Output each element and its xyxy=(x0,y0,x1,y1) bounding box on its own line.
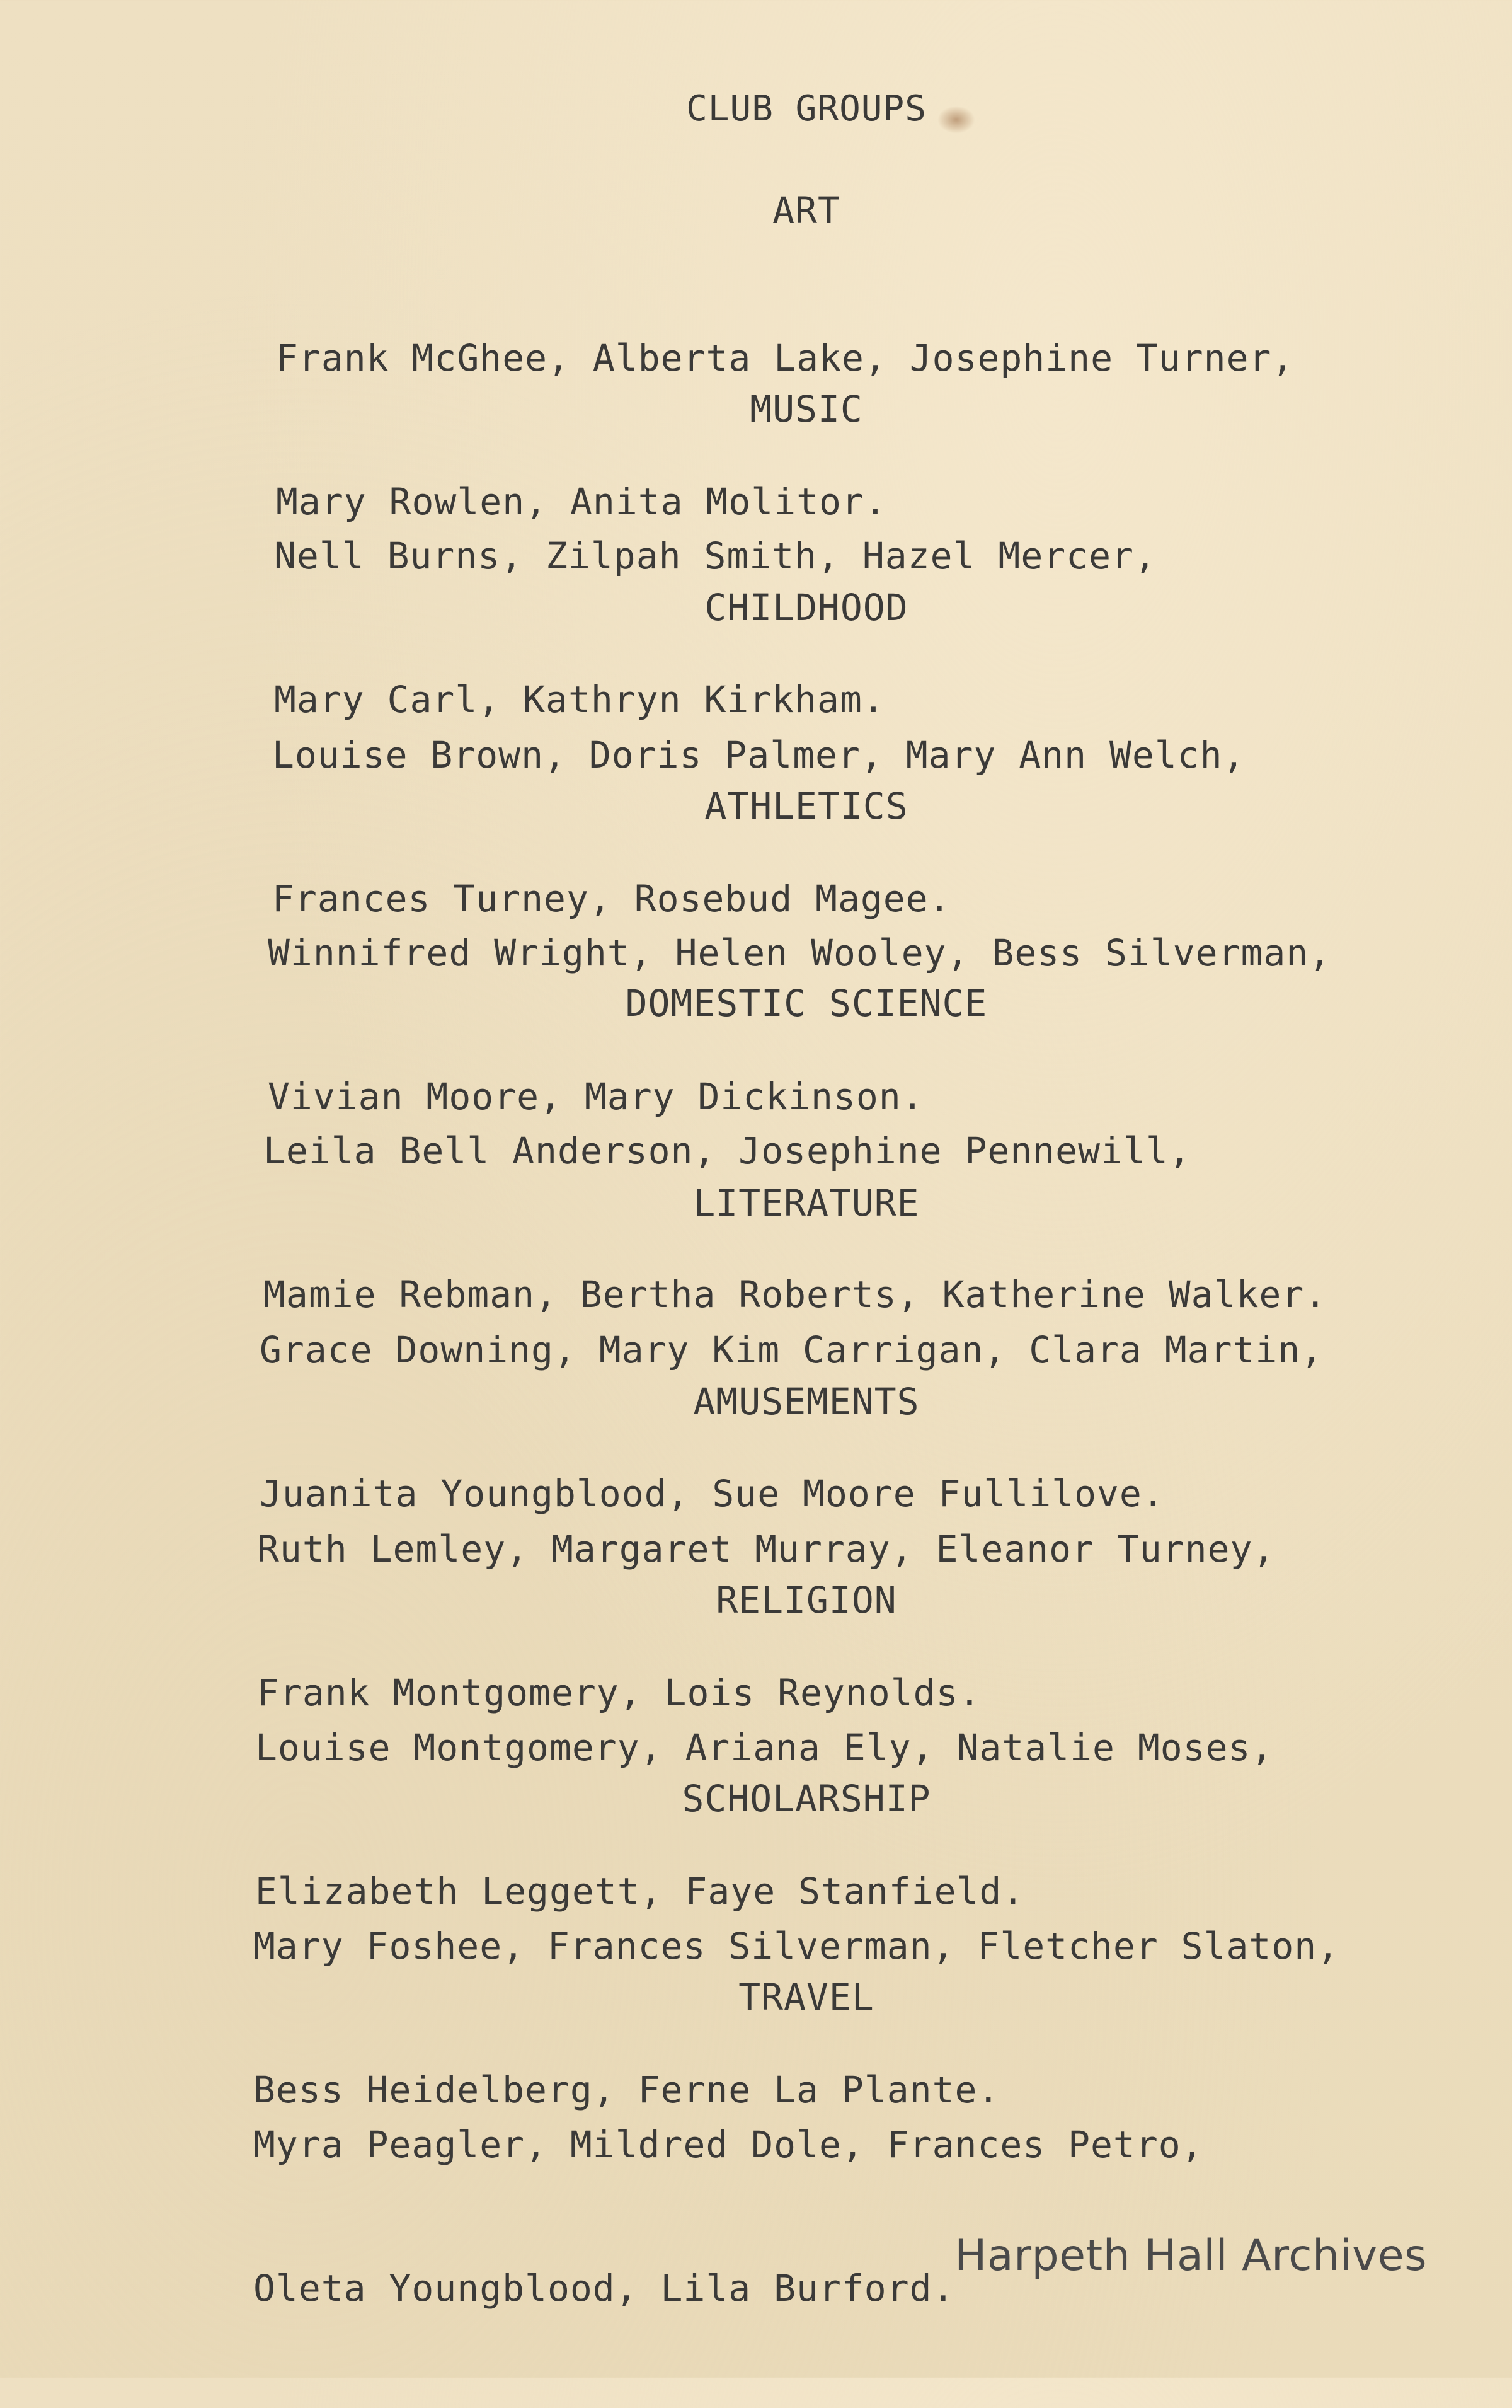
name-line: Oleta Youngblood, Lila Burford. xyxy=(253,2267,955,2310)
name-line: Frances Turney, Rosebud Magee. xyxy=(272,877,951,920)
group-heading-childhood: CHILDHOOD xyxy=(704,586,908,629)
name-line: Grace Downing, Mary Kim Carrigan, Clara Martin, xyxy=(260,1328,1324,1371)
name-line: Mary Rowlen, Anita Molitor. xyxy=(276,480,887,523)
name-line: Winnifred Wright, Helen Wooley, Bess Silverman, xyxy=(268,931,1332,974)
name-line: Mary Carl, Kathryn Kirkham. xyxy=(274,678,885,721)
name-line: Vivian Moore, Mary Dickinson. xyxy=(268,1075,924,1118)
name-line: Nell Burns, Zilpah Smith, Hazel Mercer, xyxy=(274,534,1157,577)
group-heading-literature: LITERATURE xyxy=(693,1182,920,1224)
name-line: Myra Peagler, Mildred Dole, Frances Petro, xyxy=(253,2123,1204,2166)
group-heading-art: ART xyxy=(772,189,840,232)
page-title: CLUB GROUPS xyxy=(686,88,927,129)
name-line: Bess Heidelberg, Ferne La Plante. xyxy=(253,2068,1000,2111)
name-line: Louise Montgomery, Ariana Ely, Natalie Moses, xyxy=(255,1726,1274,1769)
group-heading-domestic-science: DOMESTIC SCIENCE xyxy=(625,982,988,1025)
name-line: Leila Bell Anderson, Josephine Pennewill, xyxy=(263,1129,1191,1172)
group-heading-travel: TRAVEL xyxy=(738,1976,874,2019)
name-line: Mamie Rebman, Bertha Roberts, Katherine Walker. xyxy=(263,1273,1327,1316)
group-heading-scholarship: SCHOLARSHIP xyxy=(682,1777,931,1820)
group-heading-athletics: ATHLETICS xyxy=(704,785,908,827)
name-line: Mary Foshee, Frances Silverman, Fletcher Slaton, xyxy=(253,1925,1340,1967)
name-line: Frank McGhee, Alberta Lake, Josephine Turner, xyxy=(276,337,1295,379)
ink-stain xyxy=(937,106,975,134)
name-line: Ruth Lemley, Margaret Murray, Eleanor Turney, xyxy=(257,1528,1276,1570)
name-line: Juanita Youngblood, Sue Moore Fullilove. xyxy=(260,1472,1165,1515)
group-heading-music: MUSIC xyxy=(750,388,863,430)
group-names-travel xyxy=(253,2025,1204,2408)
archive-watermark: Harpeth Hall Archives xyxy=(954,2231,1427,2281)
group-heading-amusements: AMUSEMENTS xyxy=(693,1380,920,1423)
group-heading-religion: RELIGION xyxy=(716,1579,897,1622)
name-line: Louise Brown, Doris Palmer, Mary Ann Welch, xyxy=(272,734,1246,776)
name-line: Elizabeth Leggett, Faye Stanfield. xyxy=(255,1870,1025,1913)
name-line: Frank Montgomery, Lois Reynolds. xyxy=(257,1671,982,1714)
